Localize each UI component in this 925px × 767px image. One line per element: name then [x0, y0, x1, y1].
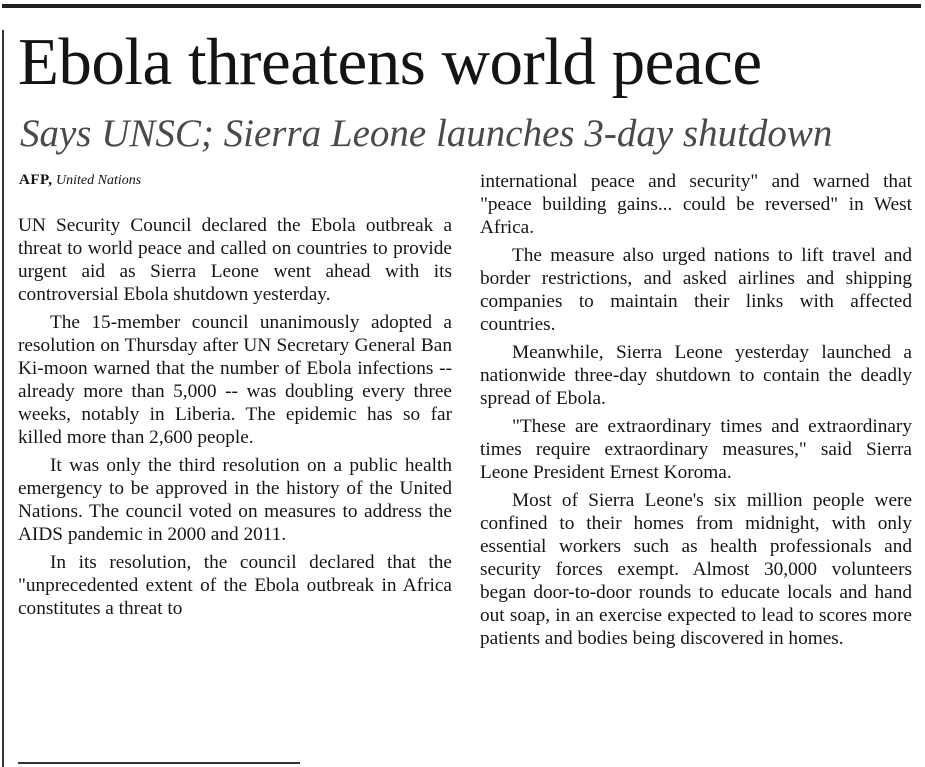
- paragraph: "These are extraordinary times and extraordinary times require extraordinary measures," said Sierra Leone President Ernest Koroma.: [480, 416, 912, 483]
- article-column-left: [18, 214, 452, 625]
- paragraph: Meanwhile, Sierra Leone yesterday launched a nationwide three-day shutdown to contain the deadly spread of Ebola.: [480, 342, 912, 409]
- top-rule: [2, 4, 921, 8]
- paragraph: UN Security Council declared the Ebola outbreak a threat to world peace and called on countries to provide urgent aid as Sierra Leone went ahead with its controversial Ebola shutdown yesterday.: [18, 215, 452, 305]
- left-column-rule: [2, 30, 4, 767]
- paragraph: In its resolution, the council declared that the "unprecedented extent of the Ebola outbreak in Africa constitutes a threat to: [18, 552, 452, 619]
- byline-dateline: United Nations: [56, 173, 142, 188]
- subheadline: Says UNSC; Sierra Leone launches 3-day shutdown: [20, 112, 833, 155]
- paragraph: Most of Sierra Leone's six million people were confined to their homes from midnight, with only essential workers such as health professionals and security forces exempt. Almost 30,000 volunteers began door-to-door rounds to educate locals and hand out soap, in an exercise expected to lead to scores more patients and bodies being discovered in homes.: [480, 490, 912, 649]
- byline-agency: AFP,: [19, 172, 53, 188]
- byline: [19, 170, 141, 191]
- paragraph: international peace and security" and warned that "peace building gains... could be reversed" in West Africa.: [480, 171, 912, 238]
- paragraph: It was only the third resolution on a public health emergency to be approved in the history of the United Nations. The council voted on measures to address the AIDS pandemic in 2000 and 2011.: [18, 455, 452, 545]
- article-column-right: [480, 170, 912, 655]
- bottom-rule: [18, 762, 300, 764]
- headline: Ebola threatens world peace: [18, 25, 762, 99]
- paragraph: The measure also urged nations to lift travel and border restrictions, and asked airlines and shipping companies to maintain their links with affected countries.: [480, 245, 912, 335]
- paragraph: The 15-member council unanimously adopted a resolution on Thursday after UN Secretary General Ban Ki-moon warned that the number of Ebola infections -- already more than 5,000 -- was doubling every three weeks, notably in Liberia. The epidemic has so far killed more than 2,600 people.: [18, 312, 452, 448]
